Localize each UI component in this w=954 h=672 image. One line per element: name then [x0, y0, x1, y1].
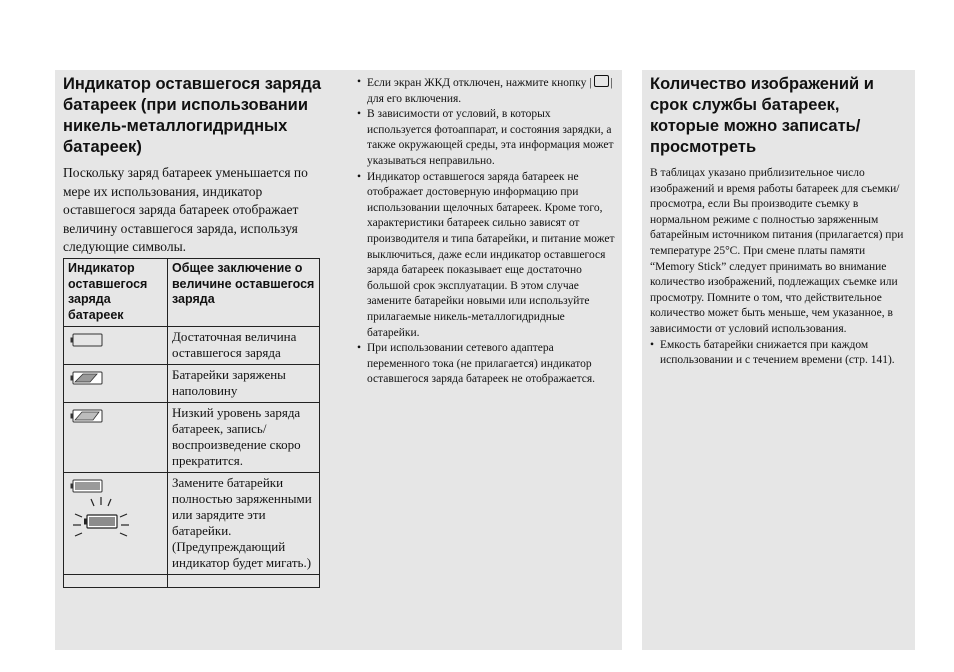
- lcd-button-icon: | |: [589, 77, 613, 89]
- table-header-row: [64, 259, 320, 327]
- table-row-empty: [64, 575, 320, 588]
- battery-low-icon: [70, 409, 104, 423]
- left-column: [63, 74, 325, 257]
- row-text: Батарейки заряжены наполовину: [168, 365, 320, 403]
- table-row: [64, 327, 320, 365]
- icon-cell: [64, 327, 168, 365]
- header-indicator: Индикатор оставшегося заряда батареек: [64, 259, 168, 327]
- list-item: • При использовании сетевого адаптера переменного тока (не прилагается) индикатор оставшегося заряда батареек не отображается.: [357, 341, 615, 388]
- list-item: • Индикатор оставшегося заряда батареек не отображает достоверную информацию при использовании щелочных батареек. Кроме того, характеристики батареек сильно зависят от производителя и типа батарейки, и питание может выключиться, даже если индикатор оставшегося заряда батареек показывает еще достаточно большой срок эксплуатации. В этом случае замените батарейки новыми или используйте прилагаемые никель-металлогидридные батарейки.: [357, 170, 615, 342]
- table-row: [64, 403, 320, 473]
- table-row: [64, 473, 320, 575]
- list-item: • Емкость батарейки снижается при каждом использовании и с течением времени (стр. 141).: [650, 338, 907, 369]
- row-text: Низкий уровень заряда батареек, запись/ воспроизведение скоро прекратится.: [168, 403, 320, 473]
- intro-paragraph: Поскольку заряд батареек уменьшается по мере их использования, индикатор оставшегося заряда батареек отображает величину оставшегося заряда, используя следующие символы.: [63, 165, 308, 254]
- icon-cell: [64, 365, 168, 403]
- header-conclusion: Общее заключение о величине оставшегося заряда: [168, 259, 320, 327]
- section-title-battery-indicator: Индикатор оставшегося заряда батареек (при использовании никель-металлогидридных батареек): [63, 75, 322, 156]
- icon-cell: [64, 473, 168, 575]
- row-text: Достаточная величина оставшегося заряда: [168, 327, 320, 365]
- notes-list: [357, 75, 615, 388]
- list-item: [357, 75, 615, 107]
- list-item: • В зависимости от условий, в которых используется фотоаппарат, и состояния зарядки, а также окружающей среды, эта информация может указываться неправильно.: [357, 107, 615, 169]
- right-notes-list: [650, 338, 907, 369]
- right-column: [650, 74, 907, 369]
- battery-blinking-icon: [70, 497, 132, 543]
- battery-full-icon: [70, 333, 104, 347]
- battery-empty-icon: [70, 479, 104, 493]
- table-row: [64, 365, 320, 403]
- right-paragraph: В таблицах указано приблизительное число изображений и время работы батареек для съемки/просмотра, если Вы производите съемку в нормальном режиме с полностью заряженным батарейным источником питания (прилагается) при температуре 25°C. При смене платы памяти “Memory Stick” следует принимать во внимание количество изображений, подлежащих съемке или просмотру. Помните о том, что действительное количество может быть меньше, чем указанное, в зависимости от условий использования.: [650, 167, 904, 335]
- battery-indicator-table: [63, 258, 320, 588]
- icon-cell: [64, 403, 168, 473]
- middle-column: [357, 75, 615, 388]
- section-title-image-count: Количество изображений и срок службы батареек, которые можно записать/ просмотреть: [650, 75, 874, 156]
- note-text: для его включения.: [367, 92, 462, 105]
- empty-cell: [64, 575, 168, 588]
- note-text: Если экран ЖКД отключен, нажмите кнопку: [367, 77, 587, 89]
- empty-cell: [168, 575, 320, 588]
- row-text: Замените батарейки полностью заряженными или зарядите эти батарейки. (Предупреждающий индикатор будет мигать.): [168, 473, 320, 575]
- battery-half-icon: [70, 371, 104, 385]
